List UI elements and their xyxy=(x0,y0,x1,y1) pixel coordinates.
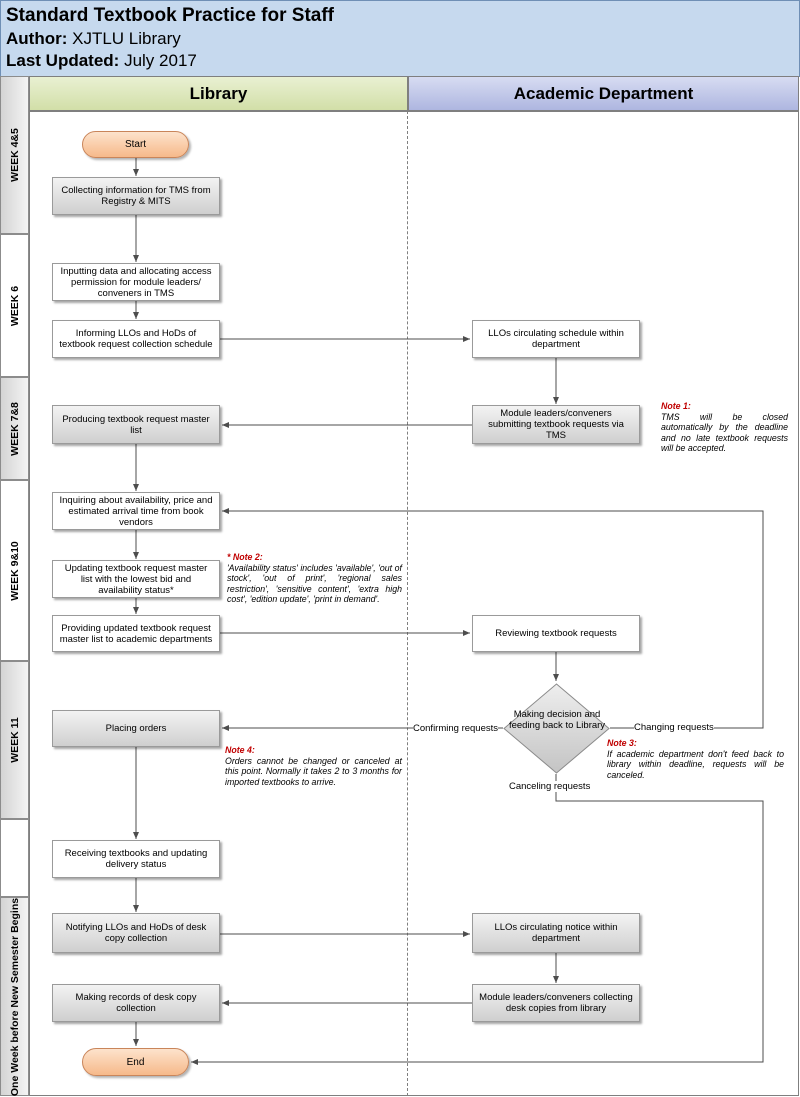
decision-label: Making decision and feeding back to Library xyxy=(508,709,606,731)
end-terminal: End xyxy=(82,1048,189,1076)
process-providing-master-list: Providing updated textbook request master list to academic departments xyxy=(52,615,220,652)
process-inputting-data: Inputting data and allocating access permission for module leaders/ conveners in TMS xyxy=(52,263,220,301)
note-2-title: * Note 2: xyxy=(227,552,263,562)
process-inquiring-vendors: Inquiring about availability, price and estimated arrival time from book vendors xyxy=(52,492,220,530)
note-3-text: If academic department don't feed back to library within deadline, requests will be canceled. xyxy=(607,748,784,780)
week-before-semester: One Week before New Semester Begins xyxy=(0,897,29,1096)
process-reviewing-requests: Reviewing textbook requests xyxy=(472,615,640,652)
process-informing-llos: Informing LLOs and HoDs of textbook request collection schedule xyxy=(52,320,220,358)
note-2-text: 'Availability status' includes 'available', 'out of stock', 'out of print', 'regional sales restriction', 'sensitive content', 'extra high cost', 'edition update', 'print in demand'. xyxy=(227,562,402,605)
start-terminal: Start xyxy=(82,131,189,158)
author-value: XJTLU Library xyxy=(72,29,181,48)
process-producing-master-list: Producing textbook request master list xyxy=(52,405,220,444)
week-11: WEEK 11 xyxy=(0,661,29,819)
process-updating-master-list: Updating textbook request master list with the lowest bid and availability status* xyxy=(52,560,220,598)
note-4-title: Note 4: xyxy=(225,745,255,755)
diagram-title: Standard Textbook Practice for Staff xyxy=(6,5,334,26)
week-7-8: WEEK 7&8 xyxy=(0,377,29,480)
updated-value: July 2017 xyxy=(124,51,197,70)
note-2 xyxy=(227,552,402,605)
note-4-text: Orders cannot be changed or canceled at this point. Normally it takes 2 to 3 months for imported textbooks to arrive. xyxy=(225,755,402,787)
process-llos-circulating-notice: LLOs circulating notice within department xyxy=(472,913,640,953)
week-6: WEEK 6 xyxy=(0,234,29,377)
edge-label-confirming: Confirming requests xyxy=(413,723,499,734)
process-making-records: Making records of desk copy collection xyxy=(52,984,220,1022)
process-receiving-textbooks: Receiving textbooks and updating delivery status xyxy=(52,840,220,878)
edge-label-changing: Changing requests xyxy=(634,722,714,733)
note-4 xyxy=(225,745,402,787)
process-llos-circulating-schedule: LLOs circulating schedule within department xyxy=(472,320,640,358)
lane-header-academic: Academic Department xyxy=(408,76,799,111)
process-collecting-info: Collecting information for TMS from Registry & MITS xyxy=(52,177,220,215)
process-notifying-llos: Notifying LLOs and HoDs of desk copy collection xyxy=(52,913,220,953)
week-4-5: WEEK 4&5 xyxy=(0,76,29,234)
note-1 xyxy=(661,401,788,454)
note-3 xyxy=(607,738,784,780)
note-1-text: TMS will be closed automatically by the deadline and no late textbook requests will be accepted. xyxy=(661,411,788,454)
lane-header-library: Library xyxy=(29,76,408,111)
process-module-leaders-submitting: Module leaders/conveners submitting textbook requests via TMS xyxy=(472,405,640,444)
author-label: Author: xyxy=(6,29,68,48)
note-3-title: Note 3: xyxy=(607,738,637,748)
updated-label: Last Updated: xyxy=(6,51,120,70)
edge-label-canceling: Canceling requests xyxy=(509,781,591,792)
week-9-10: WEEK 9&10 xyxy=(0,480,29,661)
process-module-leaders-collecting: Module leaders/conveners collecting desk copies from library xyxy=(472,984,640,1022)
process-placing-orders: Placing orders xyxy=(52,710,220,747)
note-1-title: Note 1: xyxy=(661,401,691,411)
